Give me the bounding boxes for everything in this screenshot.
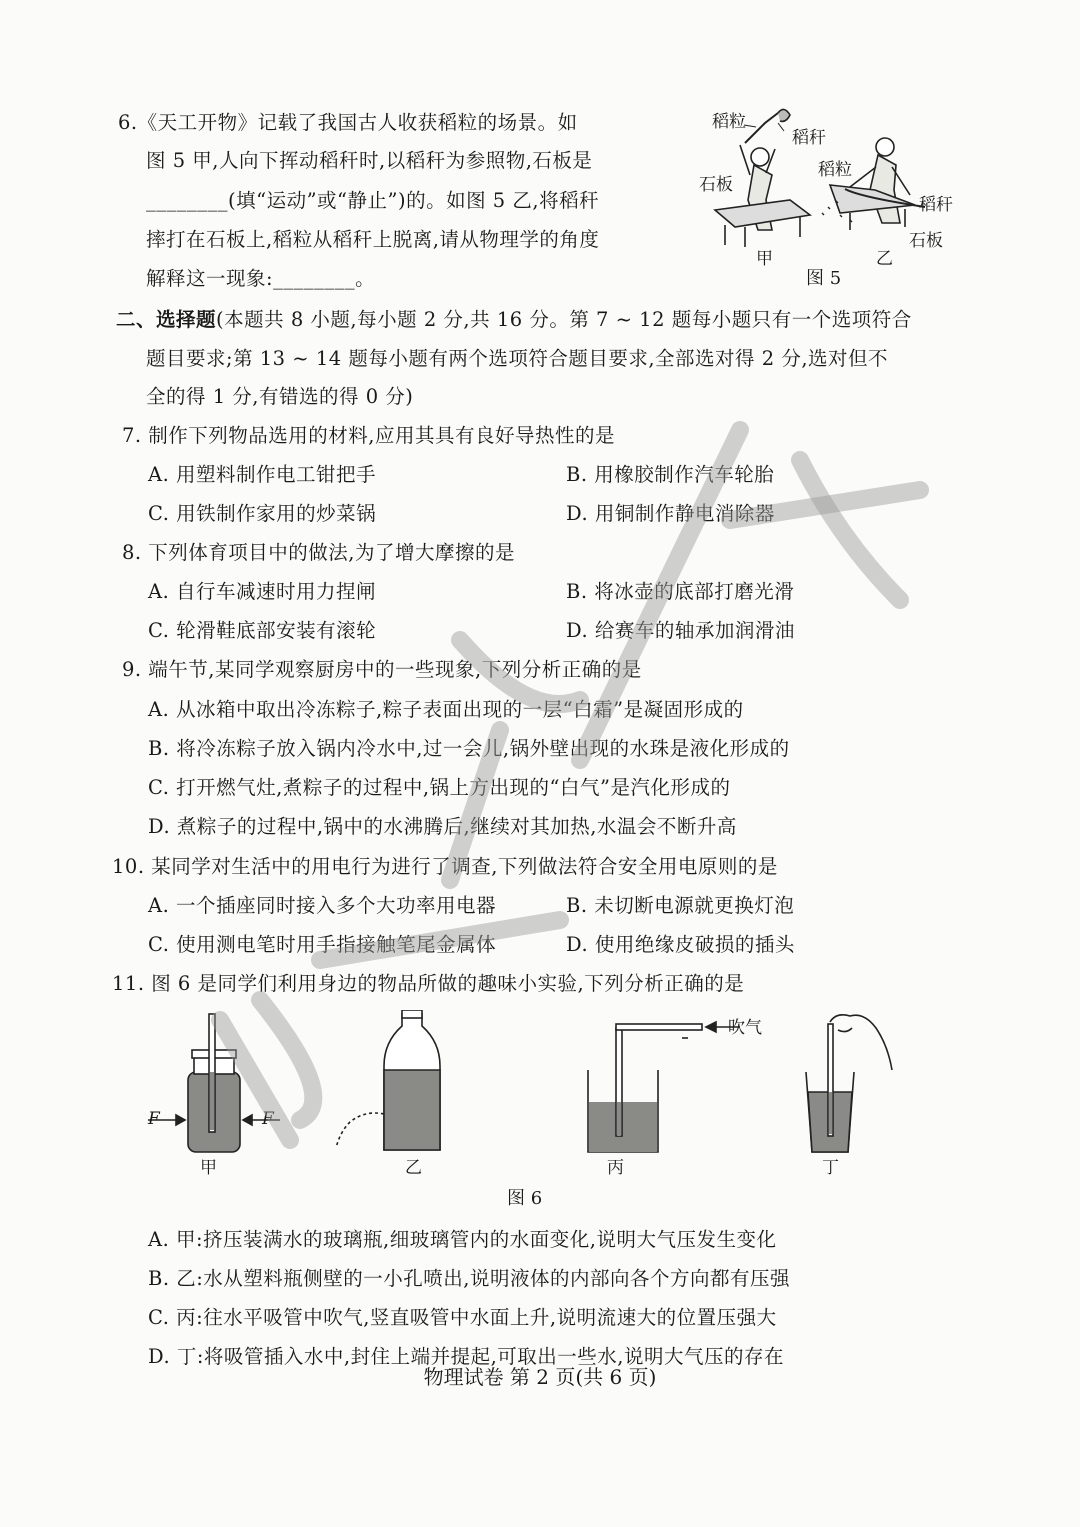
figure-6-bing-beaker [588,1022,740,1152]
figure-6-illustration [140,1010,900,1170]
q11-option-d: D. 丁:将吸管插入水中,封住上端并提起,可取出一些水,说明大气压的存在 [148,1345,785,1368]
q10-option-d: D. 使用绝缘皮破损的插头 [566,933,795,956]
fig5-label-daogan-yi: 稻秆 [919,195,953,215]
q6-line-1: 6.《天工开物》记载了我国古人收获稻粒的场景。如 [118,111,578,134]
q9-option-c: C. 打开燃气灶,煮粽子的过程中,锅上方出现的“白气”是汽化形成的 [148,776,731,799]
q11-option-a: A. 甲:挤压装满水的玻璃瓶,细玻璃管内的水面变化,说明大气压发生变化 [148,1228,777,1251]
q8-option-c: C. 轮滑鞋底部安装有滚轮 [148,619,377,642]
q6-line-4: 摔打在石板上,稻粒从稻秆上脱离,请从物理学的角度 [146,228,600,251]
q8-stem: 8. 下列体育项目中的做法,为了增大摩擦的是 [122,541,516,564]
fig5-label-daoli-jia: 稻粒 [712,112,746,132]
fig5-label-jia: 甲 [756,249,773,269]
page-footer: 物理试卷 第 2 页(共 6 页) [423,1365,657,1389]
fig6-label-jia: 甲 [200,1158,217,1178]
q11-stem: 11. 图 6 是同学们利用身边的物品所做的趣味小实验,下列分析正确的是 [112,972,745,995]
fig5-caption: 图 5 [806,268,842,289]
fig6-blow-label: 吹气 [728,1018,762,1038]
q10-option-c: C. 使用测电笔时用手指接触笔尾金属体 [148,933,497,956]
fig5-label-shiban-yi: 石板 [909,231,943,251]
q6-line-2: 图 5 甲,人向下挥动稻秆时,以稻秆为参照物,石板是 [146,149,593,172]
q11-option-c: C. 丙:往水平吸管中吹气,竖直吸管中水面上升,说明流速大的位置压强大 [148,1306,777,1329]
q9-option-a: A. 从冰箱中取出冷冻粽子,粽子表面出现的一层“白霜”是凝固形成的 [148,698,744,721]
section2-instructions-1: (本题共 8 小题,每小题 2 分,共 16 分。第 7 ~ 12 题每小题只有一个选项符合 [216,308,912,331]
q7-stem: 7. 制作下列物品选用的材料,应用其具有良好导热性的是 [122,424,616,447]
fig5-label-daoli-yi: 稻粒 [818,160,852,180]
fig5-label-shiban-jia: 石板 [699,175,733,195]
fig6-label-yi: 乙 [405,1158,422,1178]
fig5-label-daogan-jia: 稻秆 [792,128,826,148]
q9-option-d: D. 煮粽子的过程中,锅中的水沸腾后,继续对其加热,水温会不断升高 [148,815,737,838]
section2-line-2: 题目要求;第 13 ~ 14 题每小题有两个选项符合题目要求,全部选对得 2 分,选对但不 [146,347,889,370]
q7-option-d: D. 用铜制作静电消除器 [566,502,775,525]
fig6-label-ding: 丁 [822,1158,839,1178]
figure-5-yi-scene [822,138,925,230]
q10-option-b: B. 未切断电源就更换灯泡 [566,894,795,917]
q8-option-a: A. 自行车减速时用力捏闸 [148,580,376,603]
section2-heading: 二、选择题 [116,308,217,331]
q6-line-5: 解释这一现象:________。 [146,267,376,290]
figure-6-yi-bottle [336,1010,440,1150]
fig6-force-right: F [262,1109,274,1129]
fig5-label-yi: 乙 [876,249,893,269]
q10-stem: 10. 某同学对生活中的用电行为进行了调查,下列做法符合安全用电原则的是 [112,855,778,878]
q7-option-a: A. 用塑料制作电工钳把手 [148,463,376,486]
q6-line-3: ________(填“运动”或“静止”)的。如图 5 乙,将稻秆 [146,189,600,212]
q10-option-a: A. 一个插座同时接入多个大功率用电器 [148,894,496,917]
fig6-force-left: F [148,1109,160,1129]
fig6-label-bing: 丙 [607,1158,624,1178]
q7-option-b: B. 用橡胶制作汽车轮胎 [566,463,775,486]
q11-option-b: B. 乙:水从塑料瓶侧壁的一小孔喷出,说明液体的内部向各个方向都有压强 [148,1267,790,1290]
section2-line-1 [116,307,912,333]
q9-stem: 9. 端午节,某同学观察厨房中的一些现象,下列分析正确的是 [122,658,642,681]
q9-option-b: B. 将冷冻粽子放入锅内冷水中,过一会儿,锅外壁出现的水珠是液化形成的 [148,737,790,760]
q8-option-b: B. 将冰壶的底部打磨光滑 [566,580,795,603]
fig6-caption: 图 6 [507,1188,543,1209]
q8-option-d: D. 给赛车的轴承加润滑油 [566,619,795,642]
q7-option-c: C. 用铁制作家用的炒菜锅 [148,502,377,525]
figure-6-jia-bottle [148,1014,280,1152]
figure-6-ding-cup [806,1015,892,1152]
section2-line-3: 全的得 1 分,有错选的得 0 分) [146,385,414,408]
